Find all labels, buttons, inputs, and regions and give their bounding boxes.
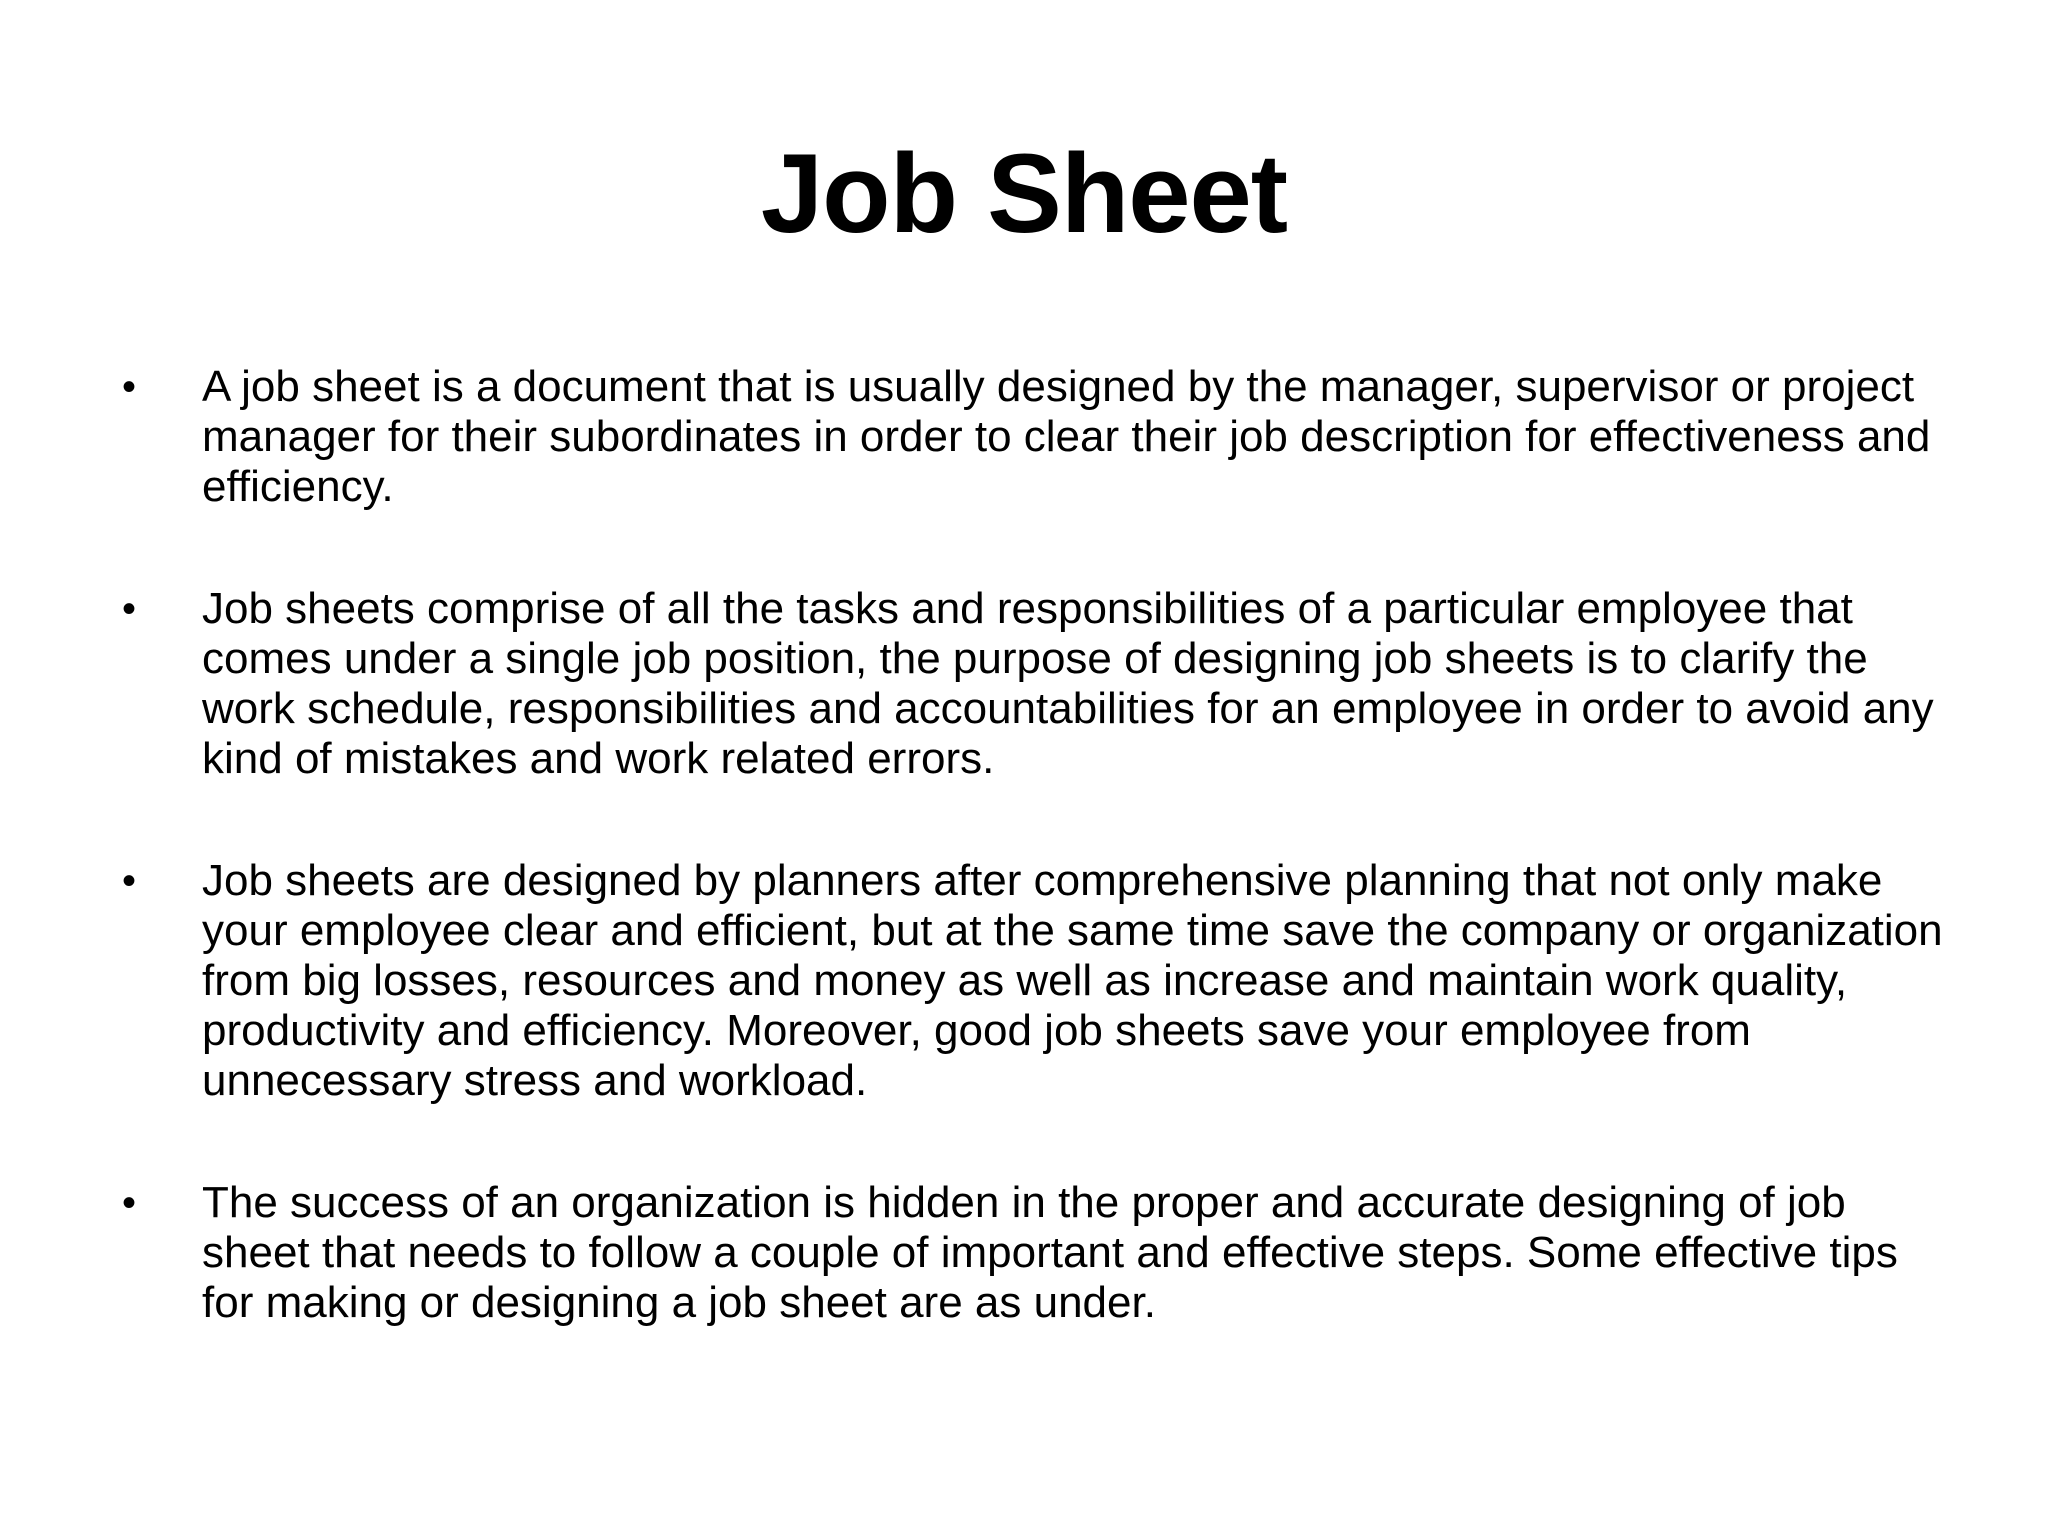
- bullet-list: [120, 362, 1960, 1400]
- bullet-item: [120, 1178, 1960, 1328]
- bullet-item: [120, 856, 1960, 1106]
- bullet-text: Job sheets comprise of all the tasks and responsibilities of a particular employee that comes under a single job position, the purpose of designing job sheets is to clarify the work schedule, responsibilities and accountabilities for an employee in order to avoid any kind of mistakes and work related errors.: [202, 584, 1934, 783]
- bullet-item: [120, 362, 1960, 512]
- bullet-dot-icon: •: [122, 859, 137, 903]
- bullet-dot-icon: •: [122, 1181, 137, 1225]
- bullet-text: A job sheet is a document that is usually designed by the manager, supervisor or project manager for their subordinates in order to clear their job description for effectiveness and efficiency.: [202, 362, 1931, 511]
- bullet-dot-icon: •: [122, 587, 137, 631]
- slide-title: Job Sheet: [760, 131, 1288, 256]
- bullet-text: Job sheets are designed by planners after comprehensive planning that not only make your employee clear and efficient, but at the same time save the company or organization from big losses, resources and money as well as increase and maintain work quality, productivity and efficiency. Moreover, good job sheets save your employee from unnecessary stress and workload.: [202, 856, 1943, 1105]
- bullet-text: The success of an organization is hidden in the proper and accurate designing of job sheet that needs to follow a couple of important and effective steps. Some effective tips for making or designing a job sheet are as under.: [202, 1178, 1898, 1327]
- bullet-dot-icon: •: [122, 365, 137, 409]
- bullet-item: [120, 584, 1960, 784]
